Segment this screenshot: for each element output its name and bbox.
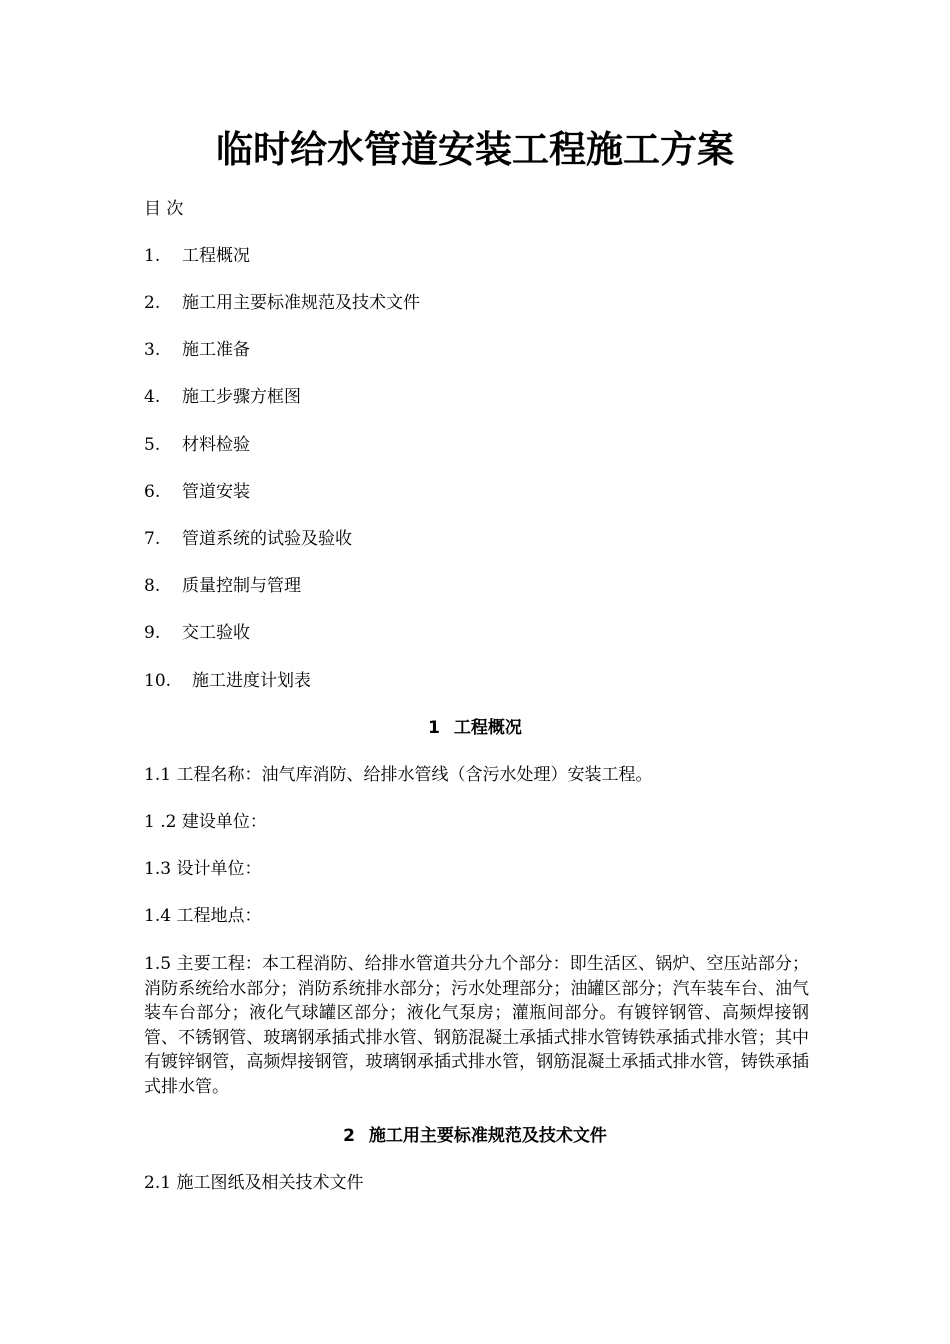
- toc-number: 2.: [144, 293, 161, 313]
- section-number: 1: [428, 718, 440, 738]
- toc-label: 管道系统的试验及验收: [182, 529, 352, 549]
- toc-label: 质量控制与管理: [182, 576, 301, 596]
- toc-heading: 目 次: [144, 199, 184, 219]
- section-heading: [0, 716, 950, 740]
- toc-item: [144, 291, 420, 315]
- toc-item: [144, 244, 250, 268]
- paragraph: 1.1 工程名称：油气库消防、给排水管线（含污水处理）安装工程。: [144, 765, 653, 785]
- toc-item: [144, 669, 311, 693]
- toc-label: 施工用主要标准规范及技术文件: [182, 293, 420, 313]
- toc-label: 施工准备: [182, 340, 250, 360]
- toc-item: [144, 480, 250, 504]
- toc-item: [144, 574, 301, 598]
- toc-item: [144, 433, 250, 457]
- toc-item: [144, 338, 250, 362]
- section-number: 2: [343, 1126, 355, 1146]
- toc-item: [144, 527, 352, 551]
- document-title: 临时给水管道安装工程施工方案: [216, 128, 734, 171]
- toc-number: 1.: [144, 246, 161, 266]
- toc-number: 6.: [144, 482, 161, 502]
- section-title: 施工用主要标准规范及技术文件: [368, 1126, 607, 1146]
- toc-item: [144, 621, 250, 645]
- paragraph: 1.3 设计单位：: [144, 859, 262, 879]
- toc-label: 工程概况: [182, 246, 250, 266]
- toc-label: 交工验收: [182, 623, 250, 643]
- toc-number: 5.: [144, 435, 161, 455]
- toc-label: 管道安装: [182, 482, 250, 502]
- toc-number: 10.: [144, 671, 172, 691]
- toc-label: 材料检验: [182, 435, 250, 455]
- toc-label: 施工步骤方框图: [182, 387, 301, 407]
- section-heading: [0, 1124, 950, 1148]
- toc-number: 9.: [144, 623, 161, 643]
- section-title: 工程概况: [453, 718, 522, 738]
- toc-number: 7.: [144, 529, 161, 549]
- toc-label: 施工进度计划表: [192, 671, 311, 691]
- toc-number: 3.: [144, 340, 161, 360]
- toc-number: 8.: [144, 576, 161, 596]
- toc-number: 4.: [144, 387, 161, 407]
- paragraph: 1.4 工程地点：: [144, 906, 262, 926]
- paragraph: 1 .2 建设单位：: [144, 812, 267, 832]
- paragraph: 2.1 施工图纸及相关技术文件: [144, 1173, 364, 1193]
- paragraph: 1.5 主要工程：本工程消防、给排水管道共分九个部分：即生活区、锅炉、空压站部分；消防系统给水部分；消防系统排水部分；污水处理部分；油罐区部分；汽车装车台、油气装车台部分；液化气球罐区部分；液化气泵房；灌瓶间部分。有镀锌钢管、高频焊接钢管、不锈钢管、玻璃钢承插式排水管、钢筋混凝土承插式排水管铸铁承插式排水管；其中有镀锌钢管，高频焊接钢管，玻璃钢承插式排水管，钢筋混凝土承插式排水管，铸铁承插式排水管。: [144, 954, 809, 1097]
- toc-item: [144, 385, 301, 409]
